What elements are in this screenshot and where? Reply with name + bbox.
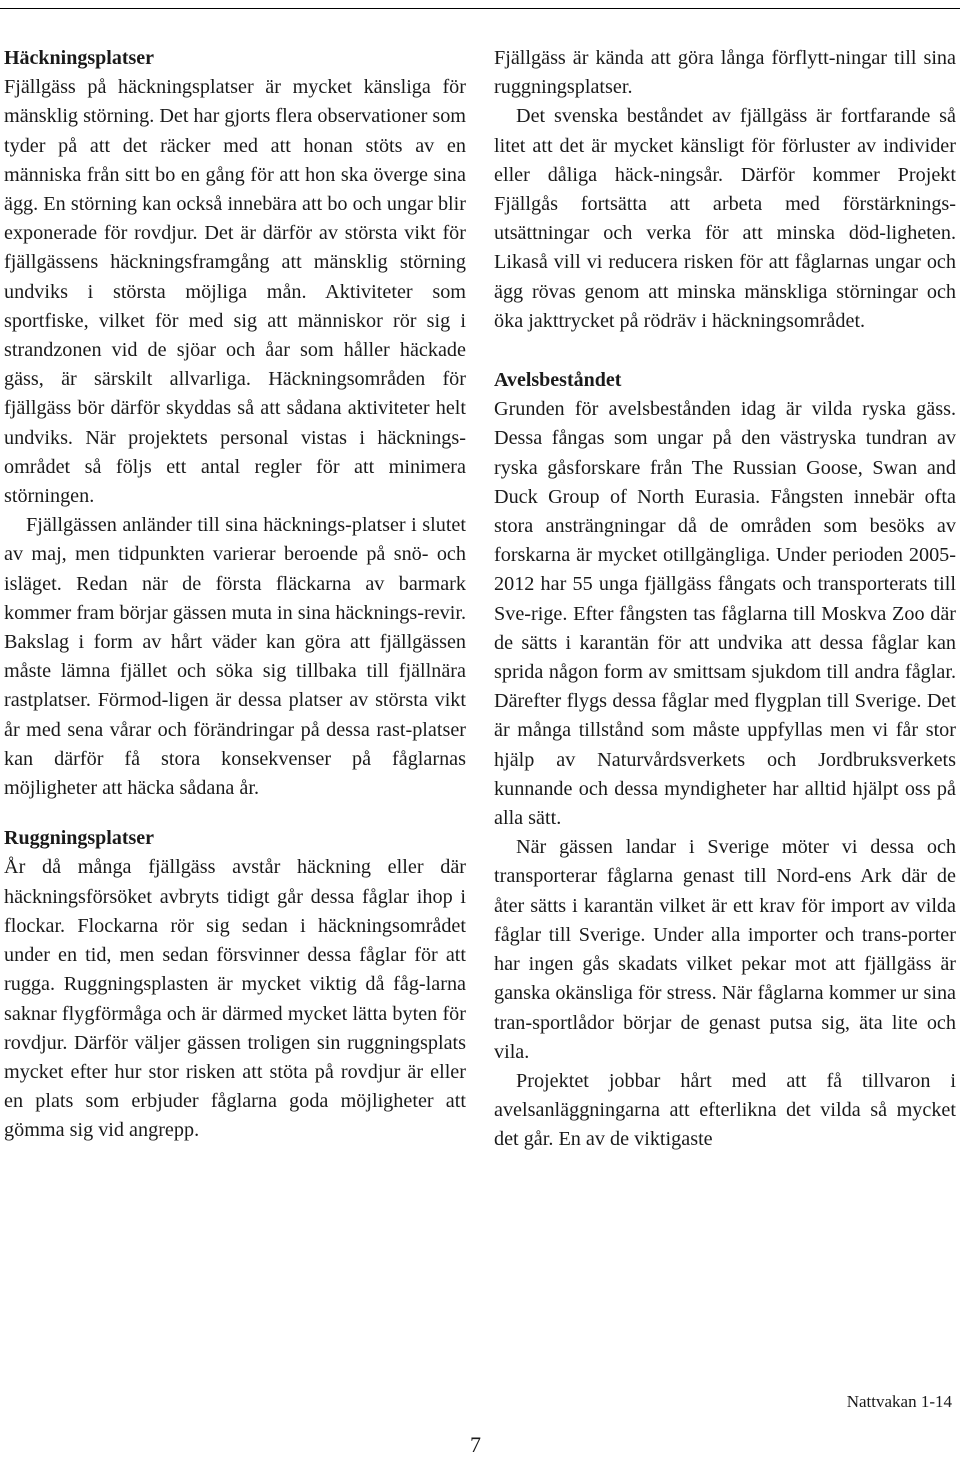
paragraph: Fjällgäss är kända att göra långa förflytt-ningar till sina ruggningsplatser. — [494, 47, 956, 99]
paragraph: Fjällgässen anländer till sina häcknings-platser i slutet av maj, men tidpunkten varierar beroende på snö- och isläget. Redan när de första fläckarna av barmark kommer fram börjar gässen muta in sina häcknings-revir. Bakslag i form av hårt väder kan göra att fjällgässen måste lämna fjället och söka sig tillbaka till fjällnära rastplatser. Förmod-ligen är dessa platser av största vikt år med sena vårar och förändringar på dessa rast-platser kan därför få stora konsekvenser på fåglarnas möjligheter att häcka sådana år. — [4, 514, 466, 800]
heading-hackningsplatser: Häckningsplatser — [4, 47, 155, 69]
top-rule — [0, 8, 960, 9]
paragraph: Grunden för avelsbestånden idag är vilda ryska gäss. Dessa fångas som ungar på den västryska tundran av ryska gåsforskare från The Russian Goose, Swan and Duck Group of North Eurasia. Fångsten innebär ofta stora ansträngningar då de områden som besöks av forskarna är mycket otillgängliga. Under perioden 2005-2012 har 55 unga fjällgäss fångats och transporterats till Sve-rige. Efter fångsten tas fåglarna till Moskva Zoo där de sätts i karantän för att undvika att dessa fåglar kan sprida någon form av smittsam sjukdom till andra fåglar. Därefter flygs dessa fåglar med flygplan till Sverige. Det är många tillstånd som måste uppfyllas men vi får stor hjälp av Naturvårdsverkets och Jordbruksverkets kunnande och dessa myndigheter har alltid hjälpt oss på alla sätt. — [494, 398, 956, 830]
paragraph: När gässen landar i Sverige möter vi dessa och transporterar fåglarna genast till Nord-ens Ark där de åter sätts i karantän vilket är ett krav för import av vilda fåglar till Sverige. Under alla importer och trans-porter har ingen gås skadats vilket pekar mot att fjällgäss är ganska okänsliga för stress. När fåglarna kommer ur sina tran-sportlådor börjar de genast putsa sig, äta lite och vila. — [494, 836, 956, 1063]
paragraph: Projektet jobbar hårt med att få tillvaron i avelsanläggningarna att efterlikna det vilda så mycket det går. En av de viktigaste — [494, 1069, 956, 1151]
paragraph: År då många fjällgäss avstår häckning eller där häckningsförsöket avbryts tidigt går dessa fåglar ihop i flockar. Flockarna rör sig sedan i häckningsområdet under en tid, men sedan försvinner dessa fåglar för att rugga. Ruggningsplasten är mycket viktig då fåg-larna saknar flygförmåga och är därmed mycket lätta byten för rovdjur. Därför väljer gässen troligen sin ruggningsplats mycket efter hur stor risken att stöta på rovdjur är eller en plats som erbjuder fåglarna goda möjligheter att gömma sig vid angrepp. — [4, 856, 466, 1142]
spacer — [4, 803, 466, 824]
paragraph: Fjällgäss på häckningsplatser är mycket känsliga för mänsklig störning. Det har gjorts flera observationer som tyder på att det räcker med att honan stöts av en människa från sitt bo en gång för att hon ska överge sina ägg. En störning kan också innebära att bo och ungar blir exponerade för rovdjur. Det är därför av största vikt för fjällgässens häckningsframgång att mänsklig störning undviks i största möjliga mån. Aktiviteter som sportfiske, vilket för med sig att människor rör sig i strandzonen vid de sjöar och åar som håller häckade gäss, är särskilt allvarliga. Häckningsområden för fjällgäss bör därför skyddas så att sådana aktiviteter helt undviks. När projektets personal vistas i häcknings-området så följs ett antal regler för att minimera störningen. — [4, 76, 466, 508]
spacer — [494, 336, 956, 366]
right-column — [494, 44, 956, 1155]
page-number: 7 — [470, 1432, 481, 1457]
paragraph: Det svenska beståndet av fjällgäss är fortfarande så litet att det är mycket känsligt för förluster av individer eller dåliga häck-ningsår. Därför kommer Projekt Fjällgås fortsätta att arbeta med förstärknings-utsättningar och verka för att minska död-ligheten. Likaså vill vi reducera risken för att fåglarnas ungar och ägg rövas genom att minska mänskliga störningar och öka jakttrycket på rödräv i häckningsområdet. — [494, 105, 956, 332]
heading-ruggningsplatser: Ruggningsplatser — [4, 827, 155, 850]
journal-issue: Nattvakan 1-14 — [846, 1392, 952, 1411]
left-column — [4, 44, 466, 1146]
heading-avelsbestandet: Avelsbeståndet — [494, 369, 622, 392]
